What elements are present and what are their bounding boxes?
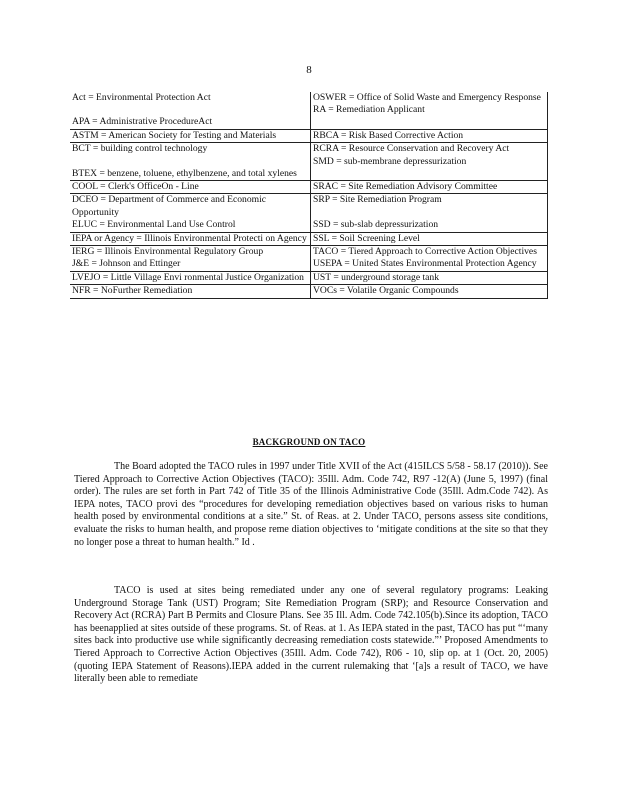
abbreviation-row [70, 232, 548, 245]
abbreviation-entry: J&E = Johnson and Ettinger [72, 258, 181, 270]
abbreviation-entry: SRAC = Site Remediation Advisory Committee [313, 181, 498, 193]
abbreviation-entry: RCRA = Resource Conservation and Recovery Act [313, 143, 510, 155]
abbreviation-cell-left [70, 92, 311, 129]
abbreviation-cell-right [311, 181, 548, 194]
abbreviation-entry: Act = Environmental Protection Act [72, 92, 211, 103]
abbreviation-row [70, 181, 548, 194]
abbreviation-row [70, 143, 548, 181]
abbreviation-entry: TACO = Tiered Approach to Corrective Action Objectives [313, 246, 537, 258]
abbreviation-entry: OSWER = Office of Solid Waste and Emergency Response [313, 92, 541, 103]
abbreviation-cell-right [311, 92, 548, 129]
page-number: 8 [306, 64, 312, 76]
abbreviation-entry: RBCA = Risk Based Corrective Action [313, 129, 464, 141]
abbreviation-row [70, 285, 548, 298]
abbreviation-cell-left [70, 232, 311, 245]
abbreviation-entry: BTEX = benzene, toluene, ethylbenzene, and total xylenes [72, 167, 297, 179]
spacer [72, 156, 308, 168]
abbreviation-entry: ASTM = American Society for Testing and Materials [72, 129, 277, 141]
abbreviation-cell-left [70, 143, 311, 181]
abbreviation-row [70, 194, 548, 232]
paragraph-1 [74, 461, 548, 549]
section-heading-text: BACKGROUND ON TACO [252, 437, 366, 447]
abbreviation-entry: DCEO = Department of Commerce and Economic Opportunity [72, 194, 267, 218]
abbreviation-entry: APA = Administrative ProcedureAct [72, 116, 213, 128]
abbreviation-cell-left [70, 271, 311, 284]
spacer [313, 207, 545, 219]
abbreviations-table [70, 92, 548, 299]
abbreviation-entry: SMD = sub-membrane depressurization [313, 155, 467, 167]
abbreviation-cell-right [311, 129, 548, 142]
abbreviation-entry: VOCs = Volatile Organic Compounds [313, 285, 459, 297]
abbreviation-entry: SSL = Soil Screening Level [313, 232, 420, 244]
abbreviation-entry: COOL = Clerk's OfficeOn - Line [72, 181, 199, 193]
abbreviation-entry: LVEJO = Little Village Envi ronmental Justice Organization [72, 271, 304, 283]
abbreviation-entry: IERG = Illinois Environmental Regulatory Group [72, 246, 264, 258]
abbreviation-cell-right [311, 271, 548, 284]
abbreviation-cell-right [311, 246, 548, 272]
abbreviation-row [70, 129, 548, 142]
abbreviation-entry: SRP = Site Remediation Program [313, 194, 442, 206]
paragraph-2 [74, 585, 548, 686]
abbreviation-row [70, 271, 548, 284]
section-heading [0, 437, 618, 447]
abbreviation-cell-left [70, 181, 311, 194]
abbreviation-entry: BCT = building control technology [72, 143, 208, 155]
abbreviation-cell-right [311, 194, 548, 232]
abbreviation-entry: IEPA or Agency = Illinois Environmental Protecti on Agency [72, 232, 307, 244]
abbreviation-entry: RA = Remediation Applicant [313, 104, 425, 116]
abbreviation-entry: NFR = NoFurther Remediation [72, 285, 193, 297]
abbreviation-entry: UST = underground storage tank [313, 271, 440, 283]
abbreviation-entry: ELUC = Environmental Land Use Control [72, 219, 236, 231]
abbreviation-cell-left [70, 285, 311, 298]
abbreviation-row [70, 246, 548, 272]
abbreviation-cell-left [70, 194, 311, 232]
abbreviation-row [70, 92, 548, 129]
abbreviation-cell-left [70, 246, 311, 272]
abbreviation-entry: USEPA = United States Environmental Protection Agency [313, 258, 537, 270]
abbreviation-cell-right [311, 285, 548, 298]
abbreviation-cell-right [311, 143, 548, 181]
abbreviation-cell-left [70, 129, 311, 142]
spacer [72, 104, 308, 116]
paragraph-2-text: TACO is used at sites being remediated under any one of several regulatory programs: Leaking Underground Storage Tank (UST) Program; Site Remediation Program (SRP); and Resource Conservation and Recovery Act (RCRA) Part B Permits and Closure Plans. See 35 Ill. Adm. Code 742.105(b).Since its adoption, TACO has beenapplied at sites outside of these programs. St. of Reas. at 1. As IEPA stated in the past, TACO has put “‘many sites back into productive use while significantly decreasing remediation costs statewide.”’ Proposed Amendments to Tiered Approach to Corrective Action Objectives (35Ill. Adm. Code 742), R06 - 10, slip op. at 1 (Oct. 20, 2005) (quoting IEPA Statement of Reasons).IEPA added in the current rulemaking that ‘[a]s a result of TACO, we have literally been able to remediate [74, 585, 548, 685]
abbreviation-cell-right [311, 232, 548, 245]
abbreviation-entry: SSD = sub-slab depressurization [313, 218, 439, 230]
paragraph-1-text: The Board adopted the TACO rules in 1997 under Title XVII of the Act (415ILCS 5/58 - 58.17 (2010)). See Tiered Approach to Corrective Action Objectives (TACO): 35Ill. Adm. Code 742, R97 -12(A) (June 5, 1997) (final order). The rules are set forth in Part 742 of Title 35 of the Illinois Administrative Code (35Ill. Adm.Code 742). As IEPA notes, TACO provi des “procedures for developing remediation objectives based on various risks to human health posed by environmental conditions at a site.” St. of Reas. at 2. Under TACO, persons assess site conditions, evaluate the risks to human health, and propose reme diation objectives to ‘mitigate conditions at the site so that they no longer pose a threat to human health.” Id . [74, 461, 548, 548]
